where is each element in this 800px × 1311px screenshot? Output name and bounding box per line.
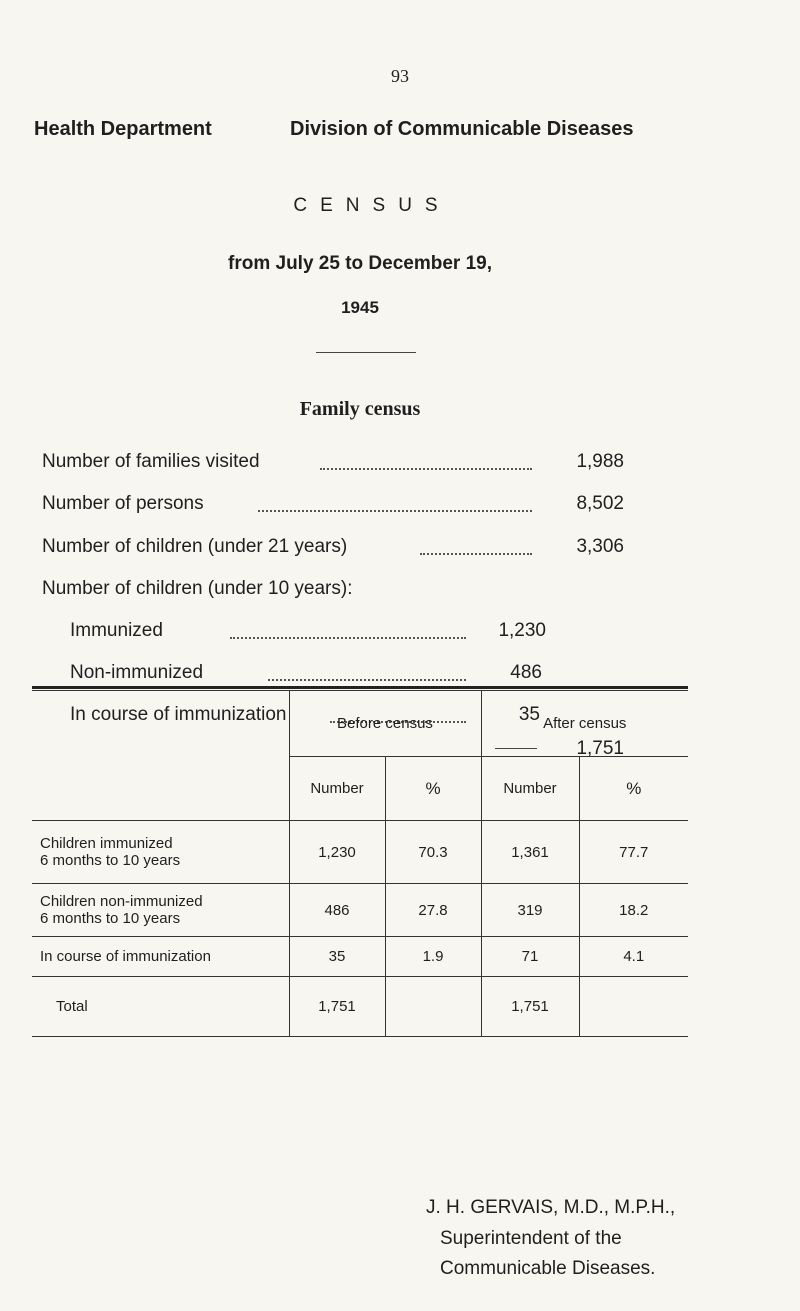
cell-before-number: 486 bbox=[289, 884, 385, 937]
cell-after-number: 1,751 bbox=[481, 977, 579, 1037]
cell-before-number: 1,751 bbox=[289, 977, 385, 1037]
section-divider bbox=[316, 352, 416, 353]
row-label: In course of immunization bbox=[32, 937, 289, 977]
division-title: Division of Communicable Diseases bbox=[290, 118, 634, 140]
table-top-rule bbox=[32, 686, 688, 689]
group-header-before: Before census bbox=[289, 691, 481, 757]
table-corner bbox=[32, 691, 289, 821]
cell-before-percent: 27.8 bbox=[385, 884, 481, 937]
date-range: from July 25 to December 19, bbox=[228, 253, 492, 274]
table-row bbox=[32, 977, 688, 1037]
in-course-value: 35 bbox=[518, 704, 540, 725]
immunized-value: 1,230 bbox=[498, 620, 546, 641]
table-row bbox=[32, 937, 688, 977]
nonimmunized-label: Non-immunized bbox=[70, 662, 204, 683]
year: 1945 bbox=[341, 298, 379, 317]
census-table bbox=[32, 690, 688, 1037]
col-header-after-number: Number bbox=[481, 757, 579, 821]
families-value: 1,988 bbox=[576, 451, 624, 472]
children21-value: 3,306 bbox=[576, 536, 624, 557]
signature-name: J. H. GERVAIS, M.D., M.P.H., bbox=[426, 1197, 676, 1218]
cell-after-number: 1,361 bbox=[481, 821, 579, 884]
col-header-before-percent: % bbox=[385, 757, 481, 821]
group-header-after: After census bbox=[481, 691, 688, 757]
row-label bbox=[32, 821, 289, 884]
cell-after-percent: 77.7 bbox=[579, 821, 688, 884]
cell-after-number: 71 bbox=[481, 937, 579, 977]
cell-after-percent: 18.2 bbox=[579, 884, 688, 937]
cell-before-percent: 1.9 bbox=[385, 937, 481, 977]
col-header-after-percent: % bbox=[579, 757, 688, 821]
census-title: CENSUS bbox=[293, 195, 451, 216]
children10-label: Number of children (under 10 years): bbox=[42, 578, 353, 599]
family-census-title: Family census bbox=[299, 398, 421, 420]
cell-after-percent: 4.1 bbox=[579, 937, 688, 977]
cell-before-number: 1,230 bbox=[289, 821, 385, 884]
cell-after-percent bbox=[579, 977, 688, 1037]
row-label: Total bbox=[32, 977, 289, 1037]
nonimmunized-value: 486 bbox=[510, 662, 542, 683]
dot-leader bbox=[420, 553, 532, 555]
table-row bbox=[32, 821, 688, 884]
department-title: Health Department bbox=[34, 118, 212, 140]
dot-leader bbox=[268, 679, 466, 681]
children21-label: Number of children (under 21 years) bbox=[42, 536, 348, 557]
in-course-label: In course of immunization bbox=[70, 704, 287, 725]
dot-leader bbox=[258, 510, 532, 512]
row-label-line2: 6 months to 10 years bbox=[40, 910, 181, 927]
dot-leader bbox=[320, 468, 532, 470]
col-header-before-number: Number bbox=[289, 757, 385, 821]
row-label-line1: Children immunized bbox=[40, 835, 173, 852]
row-label-line1: Children non-immunized bbox=[40, 893, 203, 910]
row-label-line2: 6 months to 10 years bbox=[40, 852, 181, 869]
immunized-label: Immunized bbox=[70, 620, 163, 641]
dot-leader bbox=[230, 637, 466, 639]
signature-title-line1: Superintendent of the bbox=[440, 1228, 622, 1249]
signature-title-line2: Communicable Diseases. bbox=[440, 1258, 656, 1279]
cell-before-percent bbox=[385, 977, 481, 1037]
row-label bbox=[32, 884, 289, 937]
cell-before-percent: 70.3 bbox=[385, 821, 481, 884]
cell-after-number: 319 bbox=[481, 884, 579, 937]
persons-label: Number of persons bbox=[42, 493, 204, 514]
table-row bbox=[32, 884, 688, 937]
children10-total: 1,751 bbox=[576, 738, 624, 759]
persons-value: 8,502 bbox=[576, 493, 624, 514]
page-number: 93 bbox=[391, 66, 409, 86]
families-label: Number of families visited bbox=[42, 451, 260, 472]
cell-before-number: 35 bbox=[289, 937, 385, 977]
